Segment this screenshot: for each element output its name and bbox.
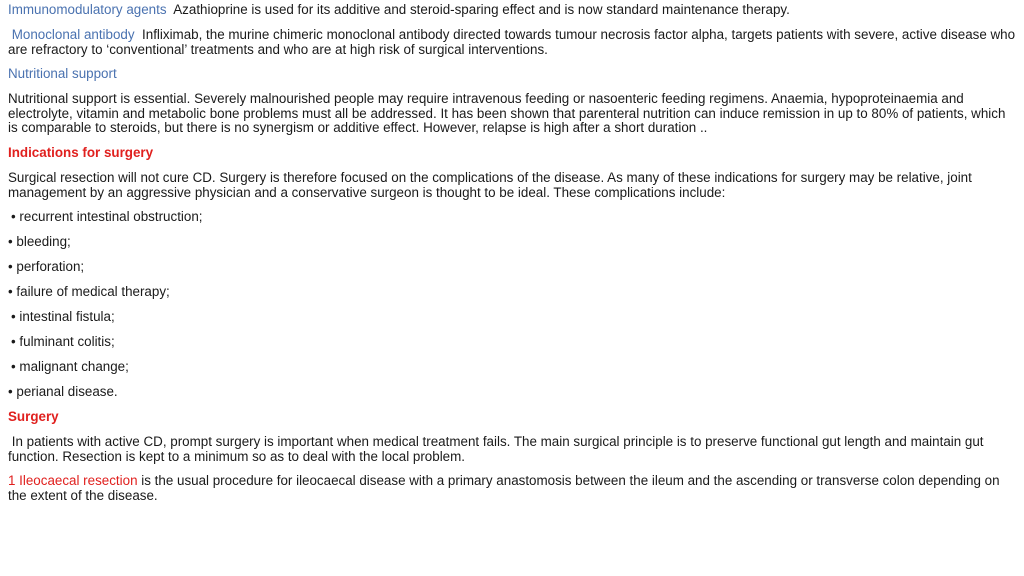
nutrition-paragraph: Nutritional support is essential. Severely malnourished people may require intravenous feeding or nasoenteric feeding regimens. Anaemia, hypoproteinaemia and electrolyte, vitamin and metabolic bone problems must all be addressed. It has been shown that parenteral nutrition can induce remission in up to 80% of patients, which is comparable to steroids, but there is no synergism or additive effect. However, relapse is high after a short duration .. — [8, 91, 1006, 135]
surgery-heading: Surgery — [8, 409, 59, 424]
immuno-label: Immunomodulatory agents — [8, 2, 167, 17]
surgery-paragraph — [8, 435, 1018, 464]
list-item: • intestinal fistula; — [11, 309, 115, 324]
list-item: • bleeding; — [8, 234, 71, 249]
list-item: • perianal disease. — [8, 384, 118, 399]
list-item: • failure of medical therapy; — [8, 284, 170, 299]
immuno-paragraph — [8, 3, 1018, 18]
surgery-text: In patients with active CD, prompt surgery is important when medical treatment fails. The main surgical principle is to preserve functional gut length and maintain gut function. Resection is kept to a minimum so as to deal with the local problem. — [8, 434, 984, 464]
list-item: • malignant change; — [11, 359, 129, 374]
immuno-text: Azathioprine is used for its additive and steroid-sparing effect and is now standard maintenance therapy. — [173, 2, 790, 17]
indications-heading: Indications for surgery — [8, 145, 154, 160]
list-item: • fulminant colitis; — [11, 334, 115, 349]
mab-text: Infliximab, the murine chimeric monoclonal antibody directed towards tumour necrosis factor alpha, targets patients with severe, active disease who are refractory to ‘conventional’ treatments and who are at high risk of surgical interventions. — [8, 27, 1016, 57]
indications-paragraph: Surgical resection will not cure CD. Surgery is therefore focused on the complications of the disease. As many of these indications for surgery may be relative, joint management by an aggressive physician and a conservative surgeon is thought to be ideal. These complications include: — [8, 170, 972, 200]
ileocaecal-paragraph — [8, 474, 1018, 503]
mab-label: Monoclonal antibody — [11, 27, 135, 42]
list-item: • recurrent intestinal obstruction; — [11, 209, 203, 224]
list-item: • perforation; — [8, 259, 85, 274]
ileocaecal-label: 1 Ileocaecal resection — [8, 473, 138, 488]
nutrition-heading: Nutritional support — [8, 66, 117, 81]
ileocaecal-text: is the usual procedure for ileocaecal disease with a primary anastomosis between the ileum and the ascending or transverse colon depending on the extent of the disease. — [8, 473, 1000, 503]
mab-paragraph — [8, 28, 1018, 57]
